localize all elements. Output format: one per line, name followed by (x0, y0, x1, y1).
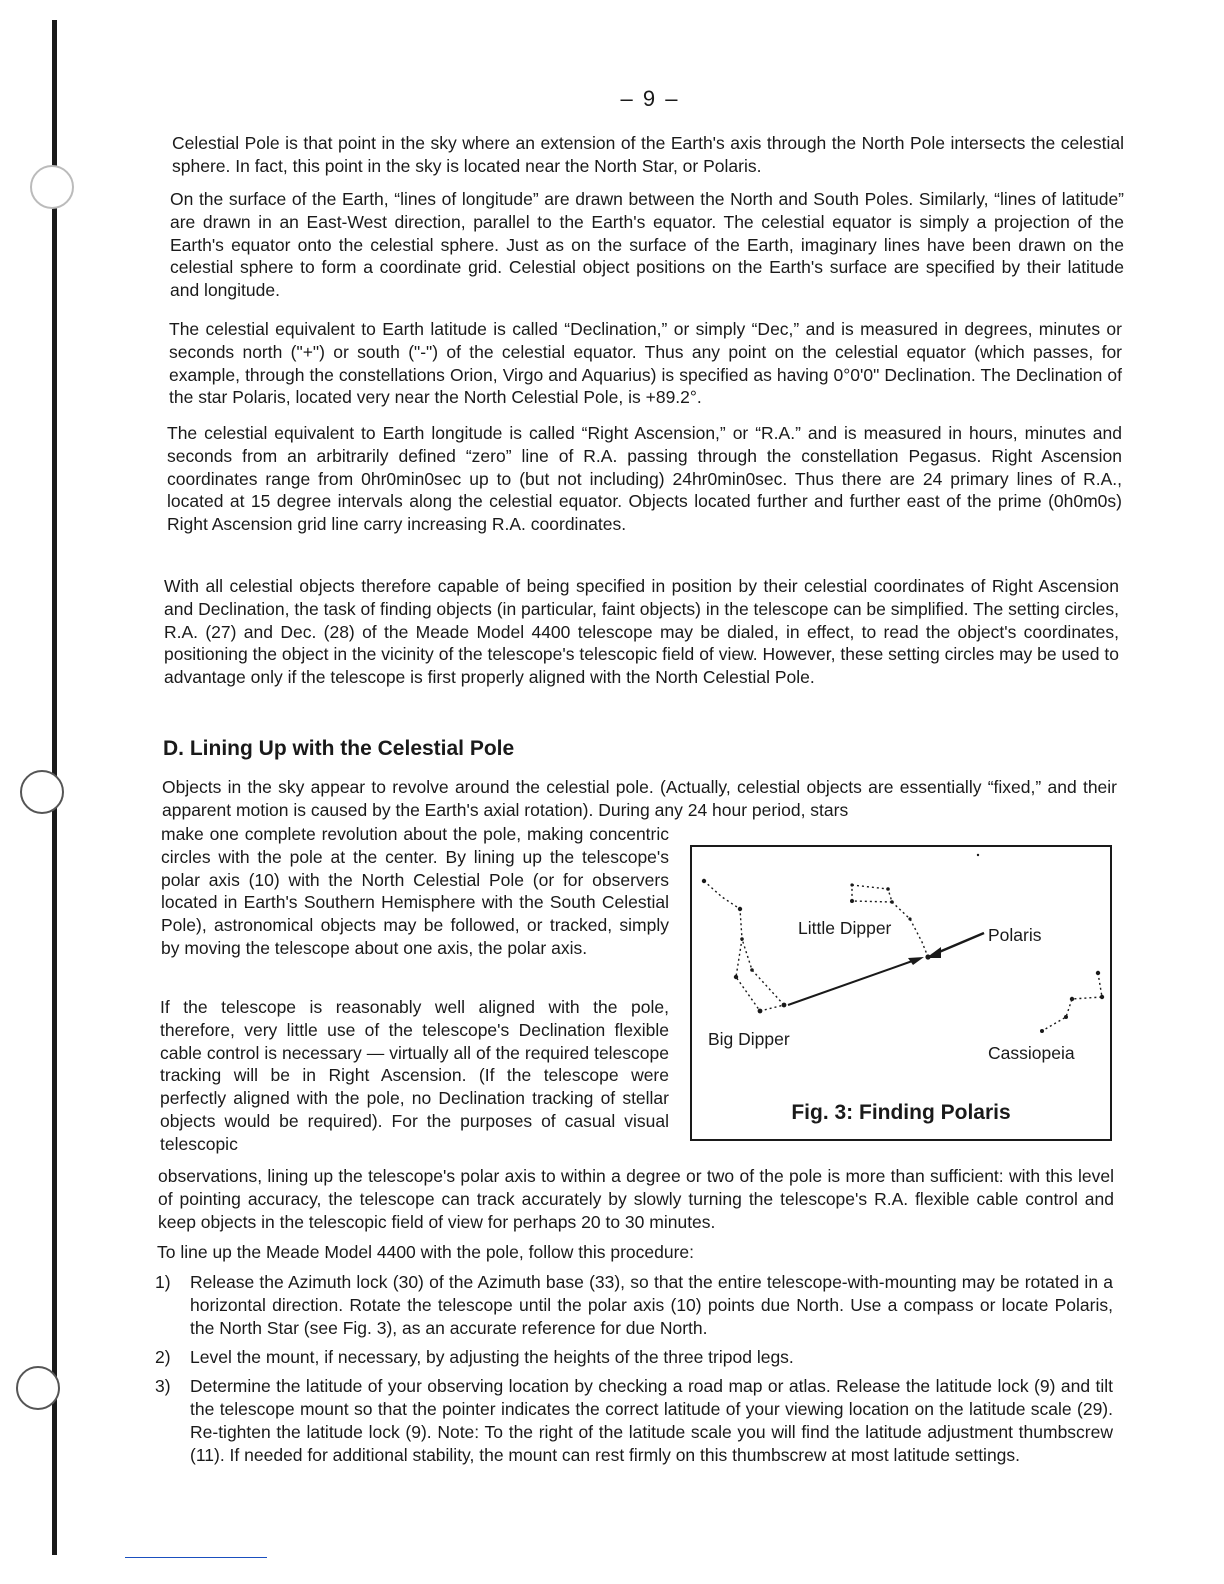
star (738, 907, 742, 911)
step-number: 1) (155, 1272, 171, 1292)
star (908, 917, 911, 920)
procedure-step (155, 1271, 1113, 1340)
procedure-steps (155, 1271, 1113, 1473)
paragraph-revolve-intro: Objects in the sky appear to revolve around the celestial pole. (Actually, celestial objects are essentially “fixed,” and their apparent motion is caused by the Earth's axial rotation). During any 24 hour period, stars (162, 777, 1117, 820)
cassiopeia-lines (1042, 973, 1102, 1031)
figure-caption: Fig. 3: Finding Polaris (791, 1101, 1011, 1124)
step-number: 2) (155, 1347, 171, 1367)
section-heading: D. Lining Up with the Celestial Pole (163, 737, 515, 760)
star (850, 883, 853, 886)
punch-hole-middle (20, 770, 64, 814)
star (750, 968, 754, 972)
pointer-arrowhead (908, 957, 924, 965)
footer-rule (125, 1557, 267, 1558)
star (740, 937, 744, 941)
paragraph-declination: The celestial equivalent to Earth latitude is called “Declination,” or simply “Dec,” and is measured in degrees, minutes or seconds north ("+") or south ("-") of the celestial equator. Thus any point on the celestial equator (which passes, for example, through the constellations Orion, Virgo and Aquarius) is specified as having 0°0'0" Declination. The Declination of the star Polaris, located very near the North Celestial Pole, is +89.2°. (169, 319, 1122, 408)
star (734, 975, 738, 979)
star (850, 899, 854, 903)
star (886, 887, 890, 891)
star-chart (692, 847, 1110, 1139)
step-text: Level the mount, if necessary, by adjusting the heights of the three tripod legs. (190, 1347, 794, 1367)
star (1096, 971, 1100, 975)
stars (702, 854, 1104, 1033)
paragraph-alignment: If the telescope is reasonably well aligned with the pole, therefore, very little use of the telescope's Declination flexible cable control is necessary — virtually all of the required telescope tracking will be in Right Ascension. (If the telescope were perfectly aligned with the pole, no Declination tracking of stellar objects would be required). For the purposes of casual visual telescopic (160, 997, 669, 1154)
paragraph-celestial-pole: Celestial Pole is that point in the sky where an extension of the Earth's axis through the North Pole intersects the celestial sphere. In fact, this point in the sky is located near the North Star, or Polaris. (172, 133, 1124, 176)
star (702, 879, 706, 883)
label-cassiopeia: Cassiopeia (988, 1043, 1075, 1063)
punch-hole-bottom (16, 1366, 60, 1410)
star (1040, 1029, 1044, 1033)
star (1100, 995, 1104, 999)
paragraph-longitude-latitude: On the surface of the Earth, “lines of longitude” are drawn between the North and South Poles. Similarly, “lines of latitude” are drawn in an East-West direction, parallel to the Earth's equator. The celestial equator is simply a projection of the Earth's equator onto the celestial sphere. Just as on the surface of the Earth, imaginary lines have been drawn on the celestial sphere to form a coordinate grid. Celestial object positions on the Earth's surface are specified by their latitude and longitude. (170, 189, 1124, 301)
finding-polaris-figure (690, 845, 1112, 1141)
paragraph-right-ascension: The celestial equivalent to Earth longitude is called “Right Ascension,” or “R.A.” and is measured in hours, minutes and seconds from an arbitrarily defined “zero” line of R.A. passing through the constellation Pegasus. Right Ascension coordinates range from 0hr0min0sec up to (but not including) 24hr0min0sec. Thus there are 24 primary lines of R.A., located at 15 degree intervals along the celestial equator. Objects located further and further east of the prime (0h0m0s) Right Ascension grid line carry increasing R.A. coordinates. (167, 423, 1122, 535)
step-number: 3) (155, 1376, 171, 1396)
star (977, 854, 979, 856)
label-little-dipper: Little Dipper (798, 918, 892, 938)
procedure-intro: To line up the Meade Model 4400 with the pole, follow this procedure: (157, 1242, 694, 1262)
step-text: Release the Azimuth lock (30) of the Azimuth base (33), so that the entire telescope-with-mounting may be rotated in a horizontal direction. Rotate the telescope until the polar axis (10) points due North. Use a compass or locate Polaris, the North Star (see Fig. 3), as an accurate reference for due North. (190, 1272, 1113, 1338)
label-polaris: Polaris (988, 925, 1042, 945)
paragraph-setting-circles: With all celestial objects therefore capable of being specified in position by their celestial coordinates of Right Ascension and Declination, the task of finding objects (in particular, faint objects) in the telescope can be simplified. The setting circles, R.A. (27) and Dec. (28) of the Meade Model 4400 telescope may be dialed, in effect, to read the object's coordinates, positioning the object in the vicinity of the telescope's telescopic field of view. However, these setting circles may be used to advantage only if the telescope is first properly aligned with the North Celestial Pole. (164, 576, 1119, 688)
star (890, 900, 894, 904)
big-dipper-lines (704, 881, 784, 1011)
star (1064, 1015, 1068, 1019)
paragraph-revolution: make one complete revolution about the pole, making concentric circles with the pole at the center. By lining up the telescope's polar axis (10) with the North Celestial Pole (or for observers located in Earth's Southern Hemisphere with the South Celestial Pole), astronomical objects may be followed, or tracked, simply by moving the telescope about one axis, the polar axis. (161, 824, 669, 958)
procedure-step (155, 1375, 1113, 1467)
polaris-star (925, 954, 930, 959)
label-big-dipper: Big Dipper (708, 1029, 790, 1049)
punch-hole-top (30, 165, 74, 209)
procedure-step (155, 1346, 1113, 1369)
page-number: – 9 – (620, 86, 680, 111)
star (1070, 997, 1074, 1001)
paragraph-observations: observations, lining up the telescope's polar axis to within a degree or two of the pole is more than sufficient: with this level of pointing accuracy, the telescope can track accurately by slowly turning the telescope's R.A. flexible cable control and keep objects in the telescopic field of view for perhaps 20 to 30 minutes. (158, 1166, 1114, 1232)
star (782, 1003, 787, 1008)
step-text: Determine the latitude of your observing location by checking a road map or atlas. Release the latitude lock (9) and tilt the telescope mount so that the pointer indicates the correct latitude of your viewing location on the latitude scale (29). Re-tighten the latitude lock (9). Note: To the right of the latitude scale you will find the latitude adjustment thumbscrew (11). If needed for additional stability, the mount can rest firmly on this thumbscrew at most latitude settings. (190, 1376, 1113, 1465)
star (758, 1009, 763, 1014)
pointer-line (788, 959, 918, 1005)
